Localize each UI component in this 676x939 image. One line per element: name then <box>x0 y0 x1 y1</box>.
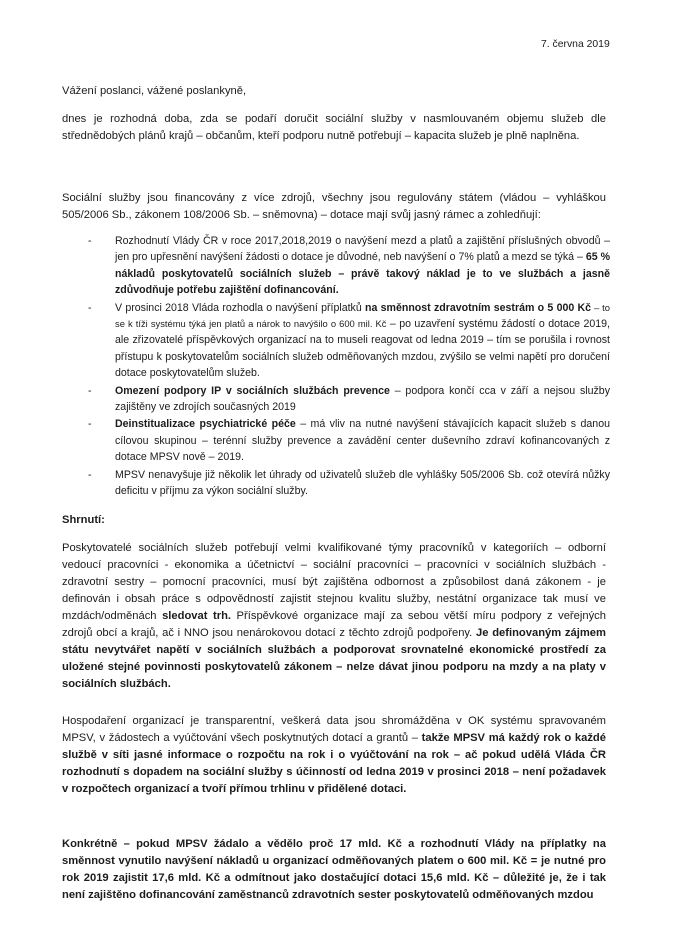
summary-text: Příspěvkové organizace mají za sebou větší míru podpory z veřejných zdrojů obcí a krajů, ač i NNO jsou nenárokovou dotací z těchto zdrojů podpořeny. <box>62 610 606 639</box>
item-small-text: – to se k tíži systému týká jen platů a nárok to navýšilo o 600 mil. Kč <box>115 301 610 330</box>
bullet-dash: - <box>88 418 92 431</box>
intro-paragraph: dnes je rozhodná doba, zda se podaří doručit sociální služby v nasmlouvaném objemu služeb dle střednědobých plánů krajů – občanům, kteří podporu nutně potřebují – kapacita služeb je plně naplněna. <box>62 113 606 142</box>
bullet-dash: - <box>88 301 92 314</box>
list-item <box>62 233 610 299</box>
letter-date: 7. června 2019 <box>541 39 610 50</box>
financing-paragraph: Sociální služby jsou financovány z více zdrojů, všechny jsou regulovány státem (vládou – vyhláškou 505/2006 Sb., zákonem 108/2006 Sb. – sněmovna) – dotace mají svůj jasný rámec a zohledňují: <box>62 192 606 221</box>
list-item <box>62 383 610 416</box>
bullet-dash: - <box>88 468 92 481</box>
item-text: Rozhodnutí Vlády ČR v roce 2017,2018,2019 o navýšení mezd a platů a zajištění příslušných obvodů – jen pro upřesnění navýšení žádosti o dotace je důvodné, neb navýšení o 7% platů a mezd se týká – <box>115 235 610 264</box>
financing-factors-list <box>62 233 610 500</box>
item-bold-text: Omezení podpory IP v sociálních službách prevence <box>115 384 390 397</box>
item-bold-text: 65 % nákladů poskytovatelů sociálních služeb – právě takový náklad je to ve službách a jasně zdůvodňuje potřebu zajištění dofinancování. <box>115 251 610 297</box>
list-item <box>62 467 610 500</box>
concrete-paragraph: Konkrétně – pokud MPSV žádalo a vědělo proč 17 mld. Kč a rozhodnutí Vlády na příplatky na směnnost vynutilo navýšení nákladů u organizací odměňovaných platem o 600 mil. Kč = je nutné pro rok 2019 zajistit 17,6 mld. Kč a odmítnout jako dostačující dotaci 15,6 mld. Kč – důležité je, že i tak není zajištěno dofinancování zaměstnanců zdravotních sester poskytovatelů odměňovaných mzdou <box>62 838 606 901</box>
bullet-dash: - <box>88 235 92 247</box>
summary-text: Poskytovatelé sociálních služeb potřebují velmi kvalifikované týmy pracovníků v kategoriích – odborní vedoucí pracovníci - ekonomika a účetnictví – sociální pracovníci – pracovníci v sociálních službách - zdravotní sestry – pomocní pracovníci, musí být zajištěna odbornost a způsobilost daná zákonem - je definován i obsah práce s odpovědností zajistit stejnou kvalitu služby, nestátní organizace tak musí ve mzdách/odměnách <box>62 542 606 622</box>
transparency-paragraph <box>62 713 606 798</box>
summary-bold-text: Je definovaným zájmem státu nevytvářet napětí v sociálních službách a podporovat srovnatelné ekonomické prostředí za uložené stejné povinnosti poskytovatelů zákonem – nelze dávat jinou podporu na mzdy a na platy v sociálních službách. <box>62 627 606 690</box>
transparency-bold-text: takže MPSV má každý rok o každé službě v síti jasné informace o rozpočtu na rok i o vyúčtování na rok – ač pokud udělá Vláda ČR rozhodnutí s dopadem na sociální služby s účinností od ledna 2019 v prosinci 2018 – není požadavek v rozpočtech organizací a tvoří přímou trhlinu v přidělené dotaci. <box>62 732 606 795</box>
item-bold-text: Deinstitualizace psychiatrické péče <box>115 418 296 431</box>
list-item <box>62 416 610 465</box>
salutation: Vážení poslanci, vážené poslankyně, <box>62 85 247 97</box>
item-text: V prosinci 2018 Vláda rozhodla o navýšení příplatků <box>115 301 366 314</box>
summary-bold-text: sledovat trh. <box>162 610 232 622</box>
item-text: MPSV nenavyšuje již několik let úhrady od uživatelů služeb dle vyhlášky 505/2006 Sb. což otevírá nůžky deficitu v příjmu za výkon sociální služby. <box>115 468 610 498</box>
bullet-dash: - <box>88 384 92 397</box>
item-text: – po uzavření systému žádostí o dotace 2019, ale zřizovatelé příspěvkových organizací na to museli reagovat od ledna 2019 – tím se porušila i rovnost přístupu k poskytovatelům sociálních služeb odměňovaných mzdou, zvýšilo se velmi napětí pro doručení dotace poskytovatelům služeb. <box>115 318 610 380</box>
summary-paragraph <box>62 540 606 693</box>
item-bold-text: na směnnost zdravotním sestrám o 5 000 Kč <box>365 301 592 314</box>
item-text: – podpora končí cca v září a nejsou služby zajištěny ve zdrojích současných 2019 <box>115 384 610 414</box>
summary-heading: Shrnutí: <box>62 514 105 526</box>
list-item <box>62 300 610 382</box>
transparency-text: Hospodaření organizací je transparentní, veškerá data jsou shromážděna v OK systému spravovaném MPSV, v žádostech a vyúčtování všech poskytnutých dotací a grantů – <box>62 715 606 744</box>
item-text: – má vliv na nutné navýšení stávajících kapacit služeb s danou cílovou skupinou – terénní služby prevence a zavádění center duševního zdraví kofinancovaných z dotace MPSV nově – 2019. <box>115 418 610 464</box>
